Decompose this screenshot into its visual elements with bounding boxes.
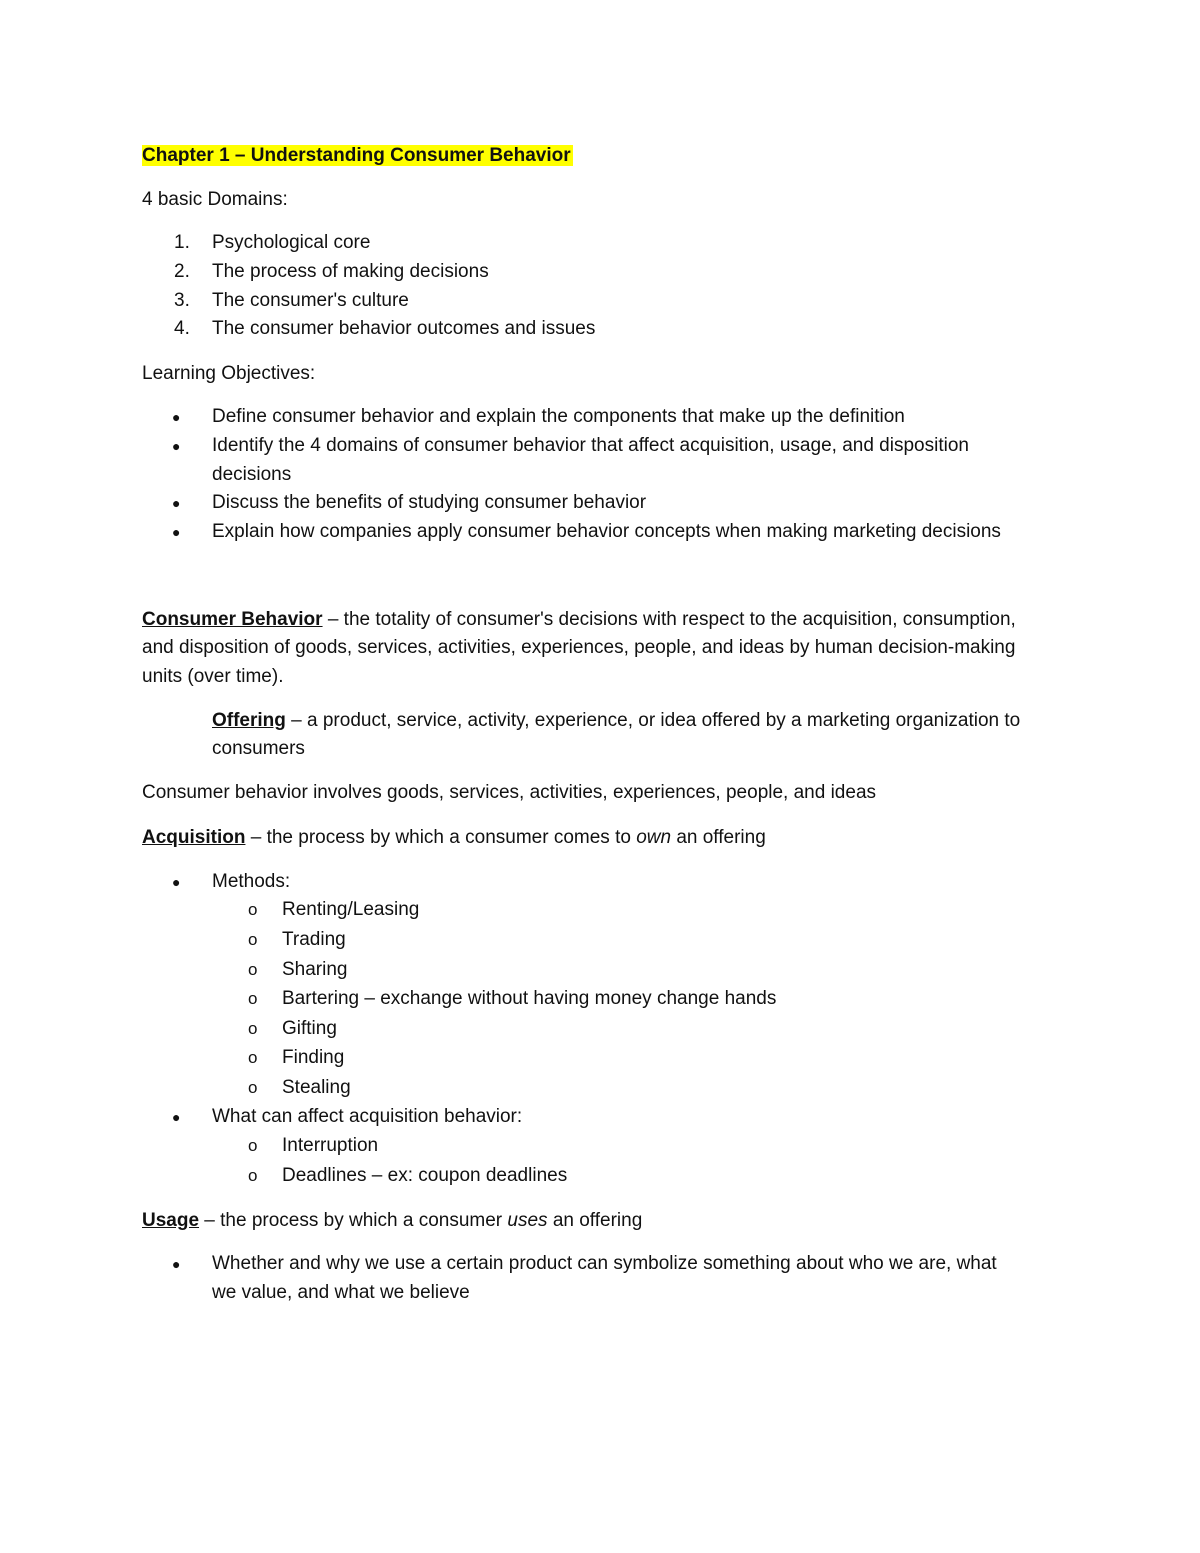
- objective-item: Identify the 4 domains of consumer behavior that affect acquisition, usage, and disposition: [212, 435, 969, 456]
- affect-item: Deadlines – ex: coupon deadlines: [282, 1165, 568, 1186]
- bullet-icon: ●: [172, 495, 181, 511]
- domain-number: 3.: [174, 290, 190, 311]
- domain-number: 1.: [174, 232, 190, 253]
- subbullet-icon: o: [248, 1166, 258, 1185]
- domain-item: The process of making decisions: [212, 261, 489, 282]
- consumer-behavior-definition-line: units (over time).: [142, 666, 284, 687]
- offering-definition-line: consumers: [212, 738, 305, 759]
- acquisition-definition-pre: – the process by which a consumer comes to: [245, 827, 637, 848]
- offering-term: Offering: [212, 710, 286, 731]
- method-item: Bartering – exchange without having money change hands: [282, 988, 777, 1009]
- acquisition-definition: [142, 826, 766, 850]
- method-item: Finding: [282, 1047, 345, 1068]
- usage-definition-emphasis: uses: [507, 1210, 548, 1231]
- usage-definition-post: an offering: [547, 1210, 643, 1231]
- method-item: Gifting: [282, 1018, 337, 1039]
- acquisition-definition-post: an offering: [671, 827, 766, 848]
- chapter-title-text: Chapter 1 – Understanding Consumer Behavior: [142, 145, 571, 166]
- domains-heading: 4 basic Domains:: [142, 189, 288, 210]
- acquisition-definition-emphasis: own: [636, 827, 672, 848]
- subbullet-icon: o: [248, 930, 258, 949]
- usage-definition: [142, 1209, 642, 1233]
- subbullet-icon: o: [248, 1048, 258, 1067]
- bullet-icon: ●: [172, 409, 181, 425]
- domain-item: The consumer behavior outcomes and issues: [212, 318, 596, 339]
- offering-definition-line: – a product, service, activity, experience, or idea offered by a marketing organization to: [285, 710, 1021, 731]
- bullet-icon: ●: [172, 438, 181, 454]
- bullet-icon: ●: [172, 874, 181, 890]
- chapter-title: [142, 144, 573, 168]
- domain-item: The consumer's culture: [212, 290, 409, 311]
- domain-item: Psychological core: [212, 232, 371, 253]
- affect-label: What can affect acquisition behavior:: [212, 1106, 523, 1127]
- subbullet-icon: o: [248, 960, 258, 979]
- usage-definition-pre: – the process by which a consumer: [199, 1210, 508, 1231]
- method-item: Renting/Leasing: [282, 899, 420, 920]
- methods-label: Methods:: [212, 871, 291, 892]
- objectives-heading: Learning Objectives:: [142, 363, 316, 384]
- consumer-behavior-term: Consumer Behavior: [142, 609, 323, 630]
- objective-item: Define consumer behavior and explain the components that make up the definition: [212, 406, 905, 427]
- usage-bullet-continued: we value, and what we believe: [212, 1282, 470, 1303]
- involves-statement: Consumer behavior involves goods, services, activities, experiences, people, and ideas: [142, 782, 877, 803]
- bullet-icon: ●: [172, 1109, 181, 1125]
- method-item: Sharing: [282, 959, 348, 980]
- usage-bullet: Whether and why we use a certain product can symbolize something about who we are, what: [212, 1253, 997, 1274]
- subbullet-icon: o: [248, 900, 258, 919]
- domain-number: 2.: [174, 261, 190, 282]
- bullet-icon: ●: [172, 524, 181, 540]
- consumer-behavior-definition-line: and disposition of goods, services, activities, experiences, people, and ideas by human decision-making: [142, 637, 1016, 658]
- offering-definition: [212, 709, 1020, 733]
- method-item: Stealing: [282, 1077, 351, 1098]
- subbullet-icon: o: [248, 1019, 258, 1038]
- subbullet-icon: o: [248, 989, 258, 1008]
- objective-item-continued: decisions: [212, 464, 292, 485]
- acquisition-term: Acquisition: [142, 827, 246, 848]
- subbullet-icon: o: [248, 1136, 258, 1155]
- domain-number: 4.: [174, 318, 190, 339]
- objective-item: Explain how companies apply consumer behavior concepts when making marketing decisions: [212, 521, 1001, 542]
- bullet-icon: ●: [172, 1256, 181, 1272]
- affect-item: Interruption: [282, 1135, 379, 1156]
- usage-term: Usage: [142, 1210, 200, 1231]
- consumer-behavior-definition: [142, 608, 1016, 632]
- method-item: Trading: [282, 929, 346, 950]
- objective-item: Discuss the benefits of studying consumer behavior: [212, 492, 647, 513]
- subbullet-icon: o: [248, 1078, 258, 1097]
- consumer-behavior-definition-line: – the totality of consumer's decisions with respect to the acquisition, consumption,: [322, 609, 1016, 630]
